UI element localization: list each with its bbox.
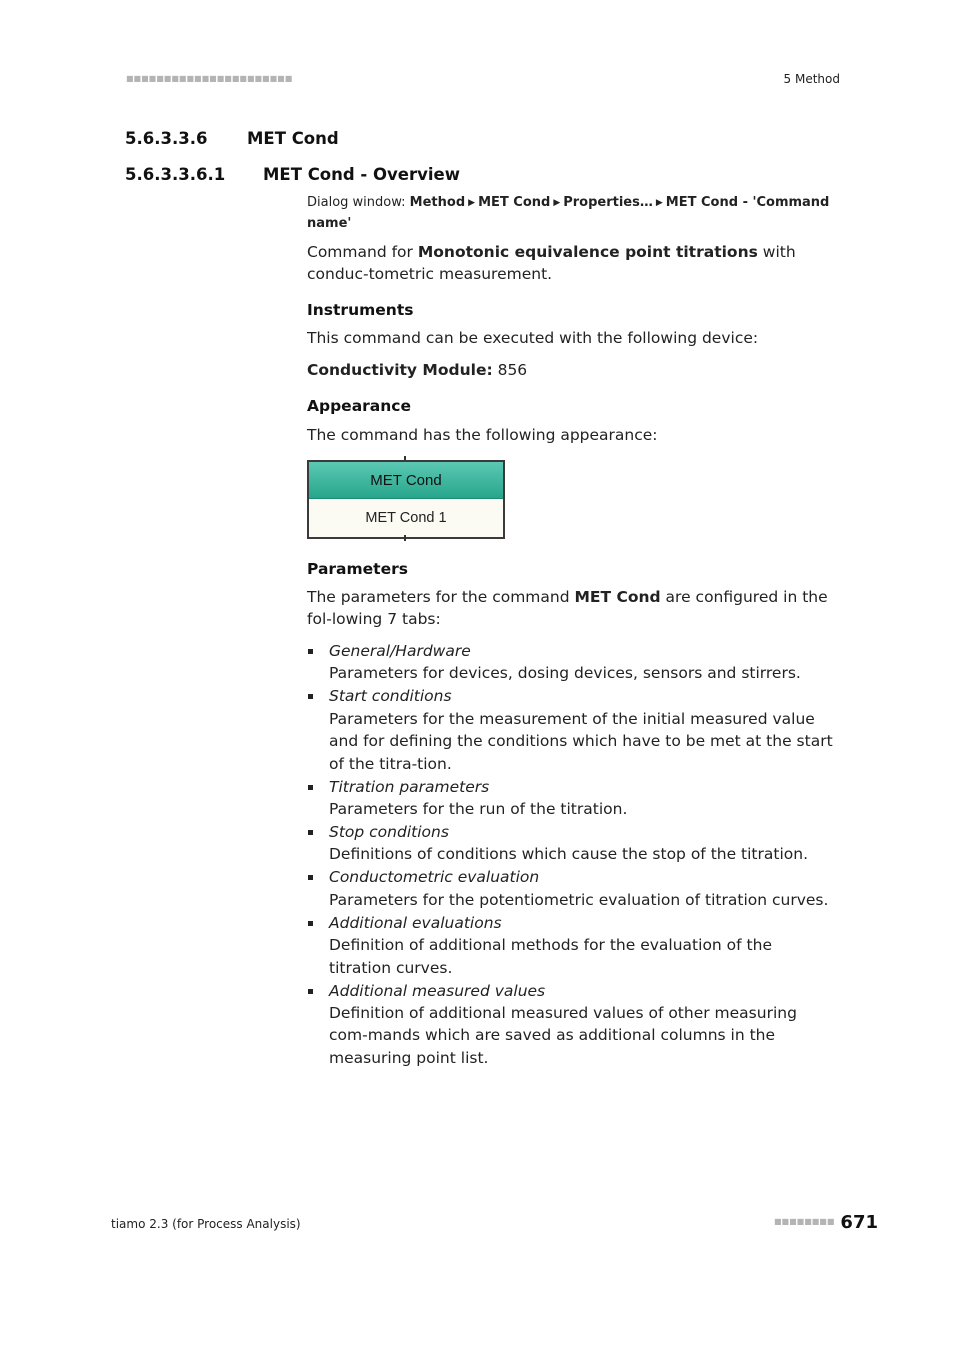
section-title: MET Cond (247, 129, 339, 148)
parameters-heading: Parameters (307, 560, 408, 578)
subsection-title: MET Cond - Overview (263, 165, 460, 184)
tabs-list (307, 640, 833, 1070)
dialog-path-item: MET Cond (478, 195, 551, 210)
arrow-right-icon: ▶ (655, 198, 663, 208)
parameters-text-end: are configured in the fol-lowing 7 tabs: (307, 588, 828, 629)
device-value: 856 (492, 361, 528, 379)
page-number: 671 (840, 1212, 878, 1233)
tab-title: Stop conditions (329, 823, 449, 842)
tab-description: Definitions of conditions which cause the stop of the titration. (329, 845, 809, 864)
command-box (307, 460, 505, 539)
tab-description: Definition of additional measured values of other measuring com-mands which are saved as additional columns in the measuring point list. (329, 1004, 797, 1067)
tab-title: Conductometric evaluation (329, 868, 540, 887)
subsection-heading (125, 165, 460, 184)
tab-description: Definition of additional methods for the evaluation of the titration curves. (329, 936, 772, 977)
connector-bottom (404, 535, 406, 541)
intro-text-end: with conduc-tometric measurement. (307, 243, 796, 284)
list-item (307, 980, 833, 1070)
device-label: Conductivity Module: (307, 361, 493, 379)
device-line (307, 359, 833, 381)
tab-description: Parameters for the measurement of the initial measured value and for defining the conditions which have to be met at the start of the titra-tion. (329, 709, 833, 773)
command-box-title: MET Cond (309, 462, 503, 499)
instruments-text: This command can be executed with the following device: (307, 329, 759, 347)
dialog-path-item: Method (409, 195, 466, 210)
tab-title: Start conditions (329, 687, 452, 706)
arrow-right-icon: ▶ (553, 198, 561, 208)
list-item (307, 685, 833, 775)
arrow-right-icon: ▶ (468, 198, 476, 208)
appearance-heading: Appearance (307, 397, 411, 415)
tab-description: Parameters for the potentiometric evaluation of titration curves. (329, 890, 829, 909)
command-box-name: MET Cond 1 (365, 510, 447, 526)
header-decoration: ■■■■■■■■■■■■■■■■■■■■■■ (126, 74, 293, 83)
tab-description: Parameters for devices, dosing devices, sensors and stirrers. (329, 664, 801, 683)
list-item (307, 776, 833, 821)
parameters-text-start: The parameters for the command (307, 588, 575, 606)
list-item (307, 912, 833, 979)
dialog-path-item: Properties… (563, 195, 653, 210)
list-item (307, 640, 833, 685)
intro-text: Command for (307, 243, 418, 261)
intro-bold: Monotonic equivalence point titrations (417, 243, 758, 261)
dialog-path-item: MET Cond - 'Command name' (307, 195, 830, 231)
parameters-bold: MET Cond (574, 588, 661, 606)
tab-title: Additional evaluations (329, 913, 502, 932)
tab-title: General/Hardware (329, 642, 471, 660)
parameters-text (307, 586, 833, 631)
dialog-prefix: Dialog window: (307, 195, 406, 210)
footer-product: tiamo 2.3 (for Process Analysis) (111, 1217, 301, 1231)
footer-decoration: ■■■■■■■■ (773, 1217, 835, 1226)
tab-description: Parameters for the run of the titration. (329, 800, 628, 819)
tab-title: Titration parameters (329, 777, 490, 796)
dialog-path (307, 193, 833, 233)
intro-paragraph (307, 241, 833, 286)
appearance-text: The command has the following appearance: (307, 426, 658, 444)
subsection-number: 5.6.3.3.6.1 (125, 165, 226, 184)
list-item (307, 866, 833, 911)
tab-title: Additional measured values (329, 981, 546, 1000)
section-number: 5.6.3.3.6 (125, 129, 208, 148)
chapter-label: 5 Method (783, 72, 840, 86)
footer-page (774, 1212, 878, 1233)
section-heading (125, 129, 339, 148)
instruments-heading: Instruments (307, 301, 414, 319)
list-item (307, 821, 833, 866)
